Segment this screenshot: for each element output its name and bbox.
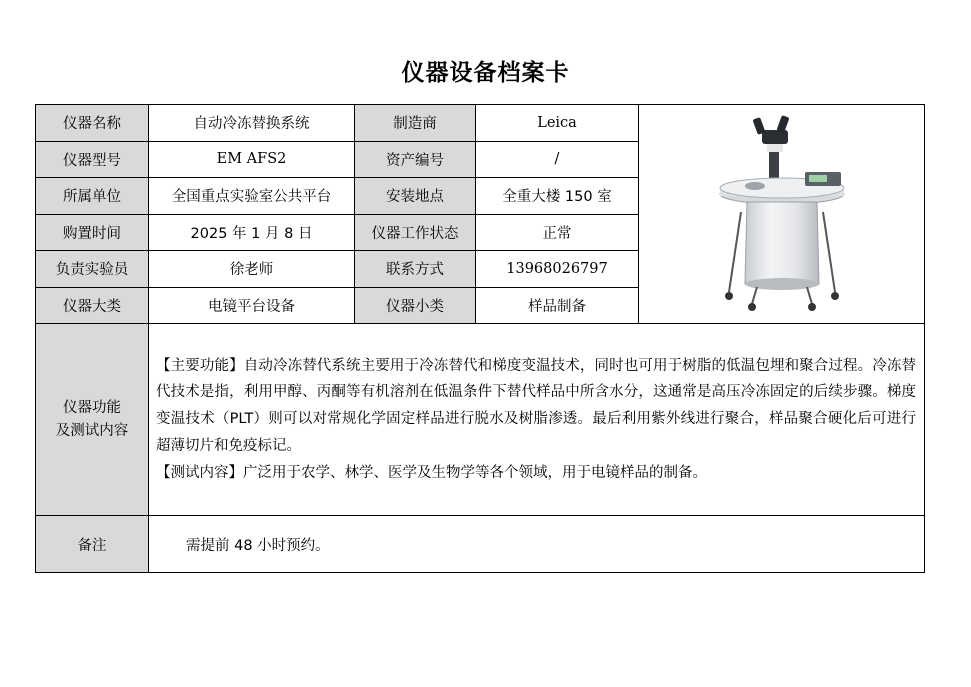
label-remark: 备注 bbox=[36, 516, 149, 573]
label-location: 安装地点 bbox=[355, 178, 476, 215]
label-function-line1: 仪器功能 bbox=[63, 399, 121, 416]
main-function-text: 自动冷冻替代系统主要用于冷冻替代和梯度变温技术，同时也可用于树脂的低温包埋和聚合过程。冷冻替代技术是指，利用甲醇、丙酮等有机溶剂在低温条件下替代样品中所含水分，这通常是高压冷冻固定的后续步骤。梯度变温技术（PLT）则可以对常规化学固定样品进行脱水及树脂渗透。最后利用紫外线进行聚合，样品聚合硬化后可进行超薄切片和免疫标记。 bbox=[156, 357, 917, 454]
label-subcategory: 仪器小类 bbox=[355, 287, 476, 324]
label-technician: 负责实验员 bbox=[36, 251, 149, 288]
value-manufacturer: Leica bbox=[476, 105, 639, 142]
value-location: 全重大楼 150 室 bbox=[476, 178, 639, 215]
label-contact: 联系方式 bbox=[355, 251, 476, 288]
function-content bbox=[149, 324, 925, 516]
value-contact: 13968026797 bbox=[476, 251, 639, 288]
label-function-line2: 及测试内容 bbox=[55, 422, 129, 439]
remark-text: 需提前 48 小时预约。 bbox=[149, 516, 925, 573]
label-manufacturer: 制造商 bbox=[355, 105, 476, 142]
page-title: 仪器设备档案卡 bbox=[401, 60, 570, 86]
value-subcategory: 样品制备 bbox=[476, 287, 639, 324]
instrument-card-table bbox=[35, 104, 925, 573]
label-category: 仪器大类 bbox=[36, 287, 149, 324]
test-content-text: 广泛用于农学、林学、医学及生物学等各个领域，用于电镜样品的制备。 bbox=[243, 464, 707, 481]
row-function bbox=[36, 324, 925, 516]
value-category: 电镜平台设备 bbox=[149, 287, 355, 324]
main-function-tag: 【主要功能】 bbox=[156, 357, 244, 374]
value-purchase-date: 2025 年 1 月 8 日 bbox=[149, 214, 355, 251]
row-instrument-name bbox=[36, 105, 925, 142]
value-affiliation: 全国重点实验室公共平台 bbox=[149, 178, 355, 215]
value-instrument-name: 自动冷冻替换系统 bbox=[149, 105, 355, 142]
instrument-photo-cell bbox=[639, 105, 925, 324]
label-instrument-model: 仪器型号 bbox=[36, 141, 149, 178]
row-remark bbox=[36, 516, 925, 573]
label-affiliation: 所属单位 bbox=[36, 178, 149, 215]
value-instrument-model: EM AFS2 bbox=[149, 141, 355, 178]
label-purchase-date: 购置时间 bbox=[36, 214, 149, 251]
value-asset-number: / bbox=[476, 141, 639, 178]
value-status: 正常 bbox=[476, 214, 639, 251]
label-asset-number: 资产编号 bbox=[355, 141, 476, 178]
label-function bbox=[36, 324, 149, 516]
label-status: 仪器工作状态 bbox=[355, 214, 476, 251]
test-content-tag: 【测试内容】 bbox=[156, 464, 243, 481]
label-instrument-name: 仪器名称 bbox=[36, 105, 149, 142]
instrument-photo bbox=[707, 112, 857, 312]
value-technician: 徐老师 bbox=[149, 251, 355, 288]
